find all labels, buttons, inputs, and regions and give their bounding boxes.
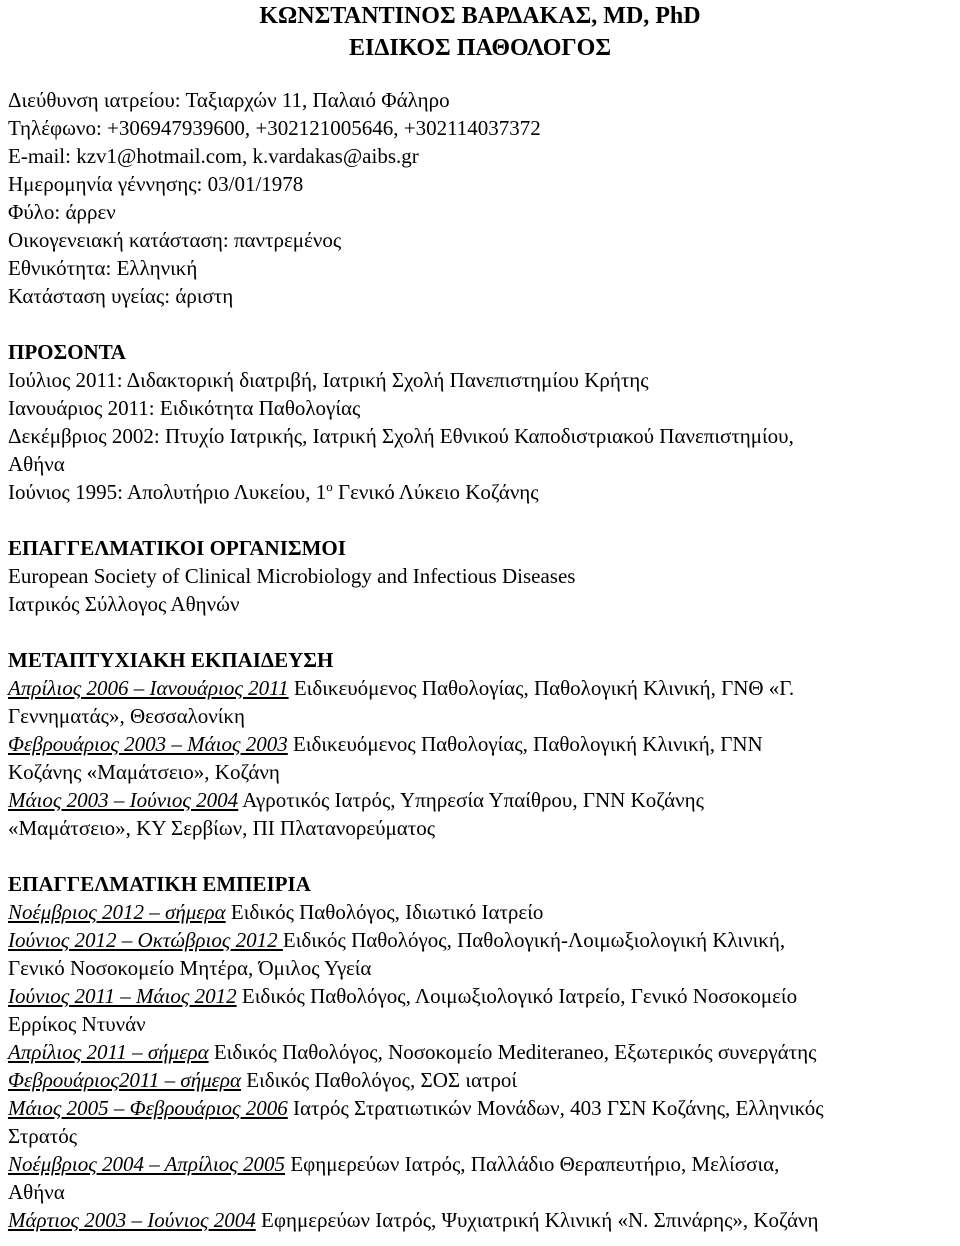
list-item: [8, 1066, 952, 1094]
organizations-section: [8, 534, 952, 618]
list-item: [8, 1206, 952, 1234]
contact-phone: Τηλέφωνο: +306947939600, +302121005646, +302114037372: [8, 116, 541, 140]
entry-description: Ειδικευόμενος Παθολογίας, Παθολογική Κλινική, ΓΝΘ «Γ.: [288, 676, 795, 700]
list-item-lyceum: [8, 478, 952, 506]
entry-description: Αγροτικός Ιατρός, Υπηρεσία Υπαίθρου, ΓΝΝ Κοζάνης: [238, 788, 704, 812]
list-item: [8, 674, 952, 702]
entry-continuation: Ερρίκος Ντυνάν: [8, 1012, 146, 1036]
experience-section: [8, 870, 952, 1234]
list-item: European Society of Clinical Microbiology and Infectious Diseases: [8, 564, 576, 588]
entry-period: Ιούνιος 2011 – Μάιος 2012: [8, 984, 237, 1008]
entry-description: Εφημερεύων Ιατρός, Ψυχιατρική Κλινική «Ν. Σπινάρης», Κοζάνη: [255, 1208, 819, 1232]
list-item: Ιανουάριος 2011: Ειδικότητα Παθολογίας: [8, 396, 361, 420]
contact-sex: Φύλο: άρρεν: [8, 200, 116, 224]
entry-period: Φεβρουάριος 2003 – Μάιος 2003: [8, 732, 288, 756]
entry-description: Ειδικός Παθολόγος, Νοσοκομείο Mediteraneo, Εξωτερικός συνεργάτης: [208, 1040, 817, 1064]
contact-info: [8, 86, 952, 310]
lyceum-text-rest: Γενικό Λύκειο Κοζάνης: [332, 480, 539, 504]
postgraduate-section: [8, 646, 952, 842]
list-item: [8, 1150, 952, 1178]
entry-description: Ειδικός Παθολόγος, ΣΟΣ ιατροί: [241, 1068, 518, 1092]
section-title: ΠΡΟΣΟΝΤΑ: [8, 340, 126, 364]
entry-period: Απρίλιος 2006 – Ιανουάριος 2011: [8, 676, 289, 700]
entry-period: Απρίλιος 2011 – σήμερα: [8, 1040, 209, 1064]
qualifications-section: [8, 338, 952, 506]
contact-marital-status: Οικογενειακή κατάσταση: παντρεμένος: [8, 228, 342, 252]
section-title: ΕΠΑΓΓΕΛΜΑΤΙΚΟΙ ΟΡΓΑΝΙΣΜΟΙ: [8, 536, 346, 560]
contact-email: E-mail: kzv1@hotmail.com, k.vardakas@aibs.gr: [8, 144, 419, 168]
entry-continuation: «Μαμάτσειο», ΚΥ Σερβίων, ΠΙ Πλατανορεύματος: [8, 816, 436, 840]
ordinal-superscript: ο: [326, 479, 333, 494]
experience-list: [8, 898, 952, 1234]
entry-period: Μάρτιος 2003 – Ιούνιος 2004: [8, 1208, 256, 1232]
list-item: Αθήνα: [8, 452, 65, 476]
entry-period: Ιούνιος 2012 – Οκτώβριος 2012: [8, 928, 283, 952]
entry-period: Μάιος 2005 – Φεβρουάριος 2006: [8, 1096, 288, 1120]
cv-header: [8, 0, 952, 64]
section-title: ΜΕΤΑΠΤΥΧΙΑΚΗ ΕΚΠΑΙΔΕΥΣΗ: [8, 648, 334, 672]
doctor-title: ΕΙΔΙΚΟΣ ΠΑΘΟΛΟΓΟΣ: [348, 35, 612, 61]
entry-description: Ιατρός Στρατιωτικών Μονάδων, 403 ΓΣΝ Κοζάνης, Ελληνικός: [287, 1096, 824, 1120]
list-item: [8, 786, 952, 814]
section-title: ΕΠΑΓΓΕΛΜΑΤΙΚΗ ΕΜΠΕΙΡΙΑ: [8, 872, 311, 896]
entry-description: Εφημερεύων Ιατρός, Παλλάδιο Θεραπευτήριο, Μελίσσια,: [285, 1152, 780, 1176]
contact-health: Κατάσταση υγείας: άριστη: [8, 284, 234, 308]
entry-continuation: Αθήνα: [8, 1180, 65, 1204]
list-item: [8, 898, 952, 926]
entry-description: Ειδικευόμενος Παθολογίας, Παθολογική Κλινική, ΓΝΝ: [287, 732, 763, 756]
entry-period: Μάιος 2003 – Ιούνιος 2004: [8, 788, 239, 812]
list-item: [8, 1038, 952, 1066]
lyceum-text: Ιούνιος 1995: Απολυτήριο Λυκείου, 1: [8, 480, 327, 504]
list-item: Ιούλιος 2011: Διδακτορική διατριβή, Ιατρική Σχολή Πανεπιστημίου Κρήτης: [8, 368, 649, 392]
list-item: [8, 982, 952, 1010]
contact-nationality: Εθνικότητα: Ελληνική: [8, 256, 198, 280]
list-item: [8, 926, 952, 954]
contact-birth-date: Ημερομηνία γέννησης: 03/01/1978: [8, 172, 304, 196]
list-item: [8, 730, 952, 758]
entry-period: Νοέμβριος 2012 – σήμερα: [8, 900, 226, 924]
doctor-name: ΚΩΝΣΤΑΝΤΙΝΟΣ ΒΑΡΔΑΚΑΣ, MD, PhD: [259, 3, 701, 29]
entry-continuation: Γενικό Νοσοκομείο Μητέρα, Όμιλος Υγεία: [8, 956, 372, 980]
entry-description: Ειδικός Παθολόγος, Ιδιωτικό Ιατρείο: [225, 900, 544, 924]
entry-continuation: Κοζάνης «Μαμάτσειο», Κοζάνη: [8, 760, 280, 784]
list-item: Ιατρικός Σύλλογος Αθηνών: [8, 592, 240, 616]
entry-description: Ειδικός Παθολόγος, Λοιμωξιολογικό Ιατρείο, Γενικό Νοσοκομείο: [236, 984, 798, 1008]
postgraduate-list: [8, 674, 952, 842]
entry-description: Ειδικός Παθολόγος, Παθολογική-Λοιμωξιολογική Κλινική,: [282, 928, 786, 952]
entry-continuation: Γεννηματάς», Θεσσαλονίκη: [8, 704, 245, 728]
entry-continuation: Στρατός: [8, 1124, 78, 1148]
contact-address: Διεύθυνση ιατρείου: Ταξιαρχών 11, Παλαιό Φάληρο: [8, 88, 450, 112]
entry-period: Φεβρουάριος2011 – σήμερα: [8, 1068, 242, 1092]
entry-period: Νοέμβριος 2004 – Απρίλιος 2005: [8, 1152, 286, 1176]
list-item: Δεκέμβριος 2002: Πτυχίο Ιατρικής, Ιατρική Σχολή Εθνικού Καποδιστριακού Πανεπιστημίου,: [8, 424, 794, 448]
list-item: [8, 1094, 952, 1122]
